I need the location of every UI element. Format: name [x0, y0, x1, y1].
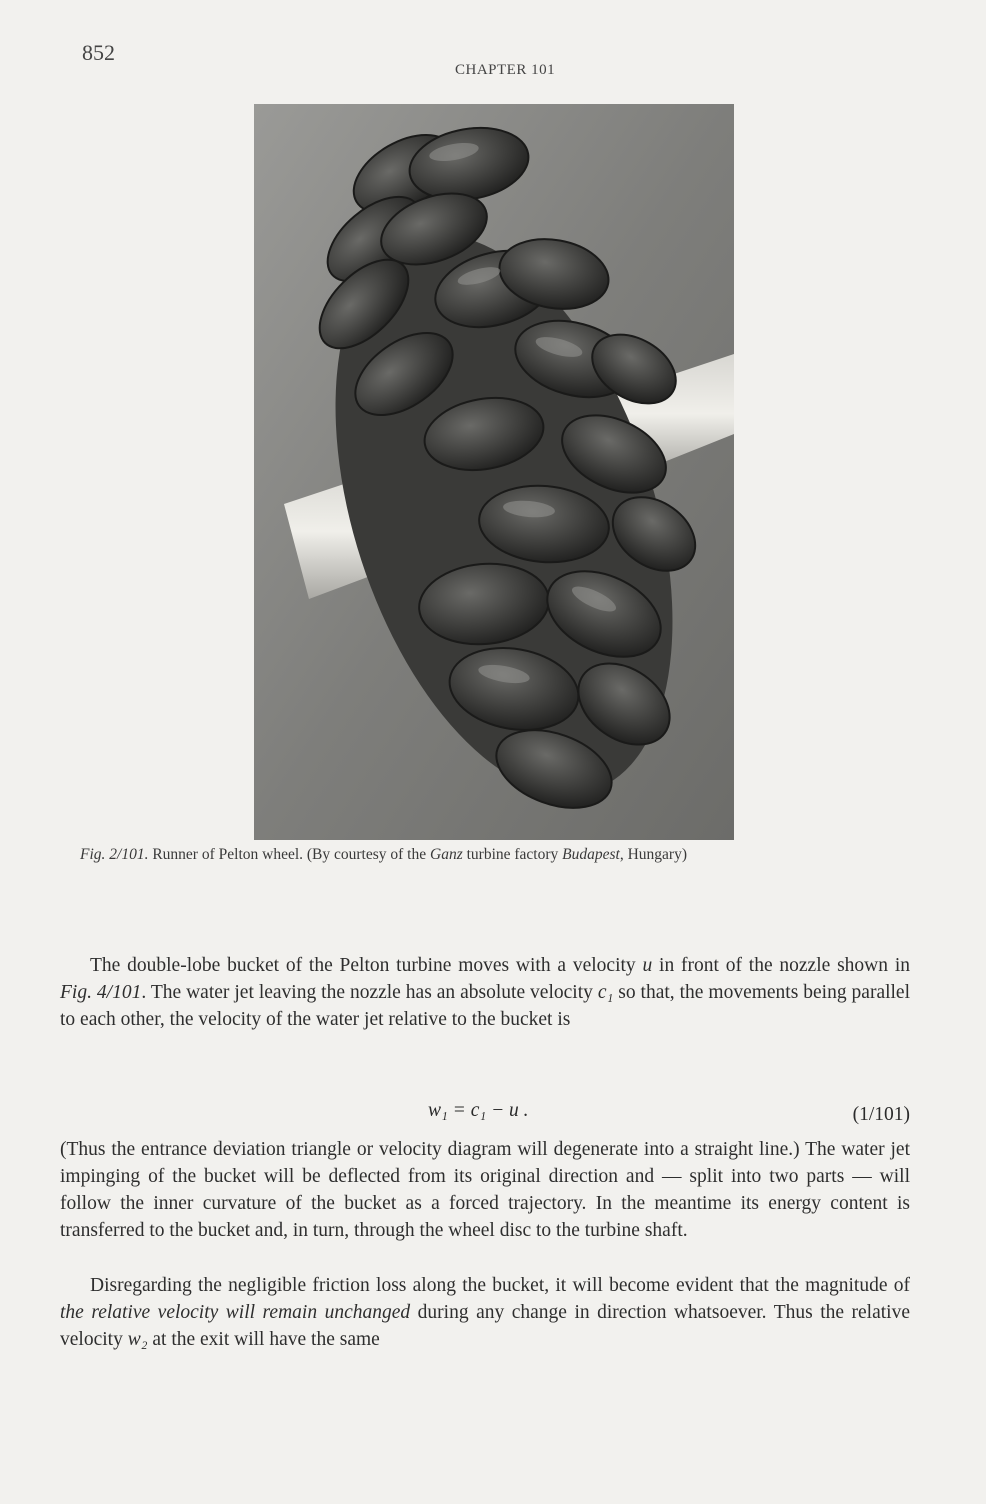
- figure-reference: Fig. 4/101: [60, 982, 142, 1003]
- symbol-w2: w₂: [127, 1329, 148, 1350]
- paragraph-2: [60, 1136, 910, 1244]
- caption-text: Runner of Pelton wheel. (By courtesy of the: [148, 846, 430, 863]
- text-run: at the exit will have the same: [147, 1329, 380, 1350]
- pelton-wheel-photo: [254, 104, 734, 840]
- emphasis-text: the relative velocity will remain unchanged: [60, 1302, 411, 1323]
- equation: w₁ = c₁ − u .: [428, 1100, 529, 1121]
- paragraph-1: [60, 952, 910, 1033]
- caption-text: , Hungary): [619, 846, 687, 863]
- text-run: in front of the nozzle shown in: [652, 955, 910, 976]
- equation-number: (1/101): [852, 1104, 910, 1125]
- text-run: so that, the movements being parallel to each other, the velocity of the water jet relative to the bucket is: [60, 982, 911, 1030]
- pelton-runner-illustration: [254, 104, 734, 840]
- caption-text: turbine factory: [462, 846, 563, 863]
- text-run: during any change in direction whatsoever. Thus the relative velocity: [60, 1302, 910, 1350]
- running-head: CHAPTER 101: [455, 62, 556, 78]
- paragraph-3: [60, 1272, 910, 1353]
- figure-caption: [80, 846, 940, 864]
- symbol-c1: c₁: [597, 982, 614, 1003]
- equation-row: [60, 1098, 910, 1128]
- symbol-u: u: [642, 955, 653, 976]
- text-run: The double-lobe bucket of the Pelton turbine moves with a velocity: [90, 955, 643, 976]
- caption-city: Budapest: [562, 846, 620, 863]
- page-number: 852: [82, 40, 115, 65]
- caption-company: Ganz: [430, 846, 463, 863]
- text-run: . The water jet leaving the nozzle has an absolute velocity: [141, 982, 598, 1003]
- figure-label: Fig. 2/101.: [80, 846, 149, 863]
- paragraph-2-text: (Thus the entrance deviation triangle or velocity diagram will degenerate into a straight line.) The water jet impinging of the bucket will be deflected from its original direction and — split into two parts — will follow the inner curvature of the bucket as a forced trajectory. In the meantime its energy content is transferred to the bucket and, in turn, through the wheel disc to the turbine shaft.: [60, 1139, 910, 1241]
- text-run: Disregarding the negligible friction loss along the bucket, it will become evident that the magnitude of: [90, 1275, 910, 1296]
